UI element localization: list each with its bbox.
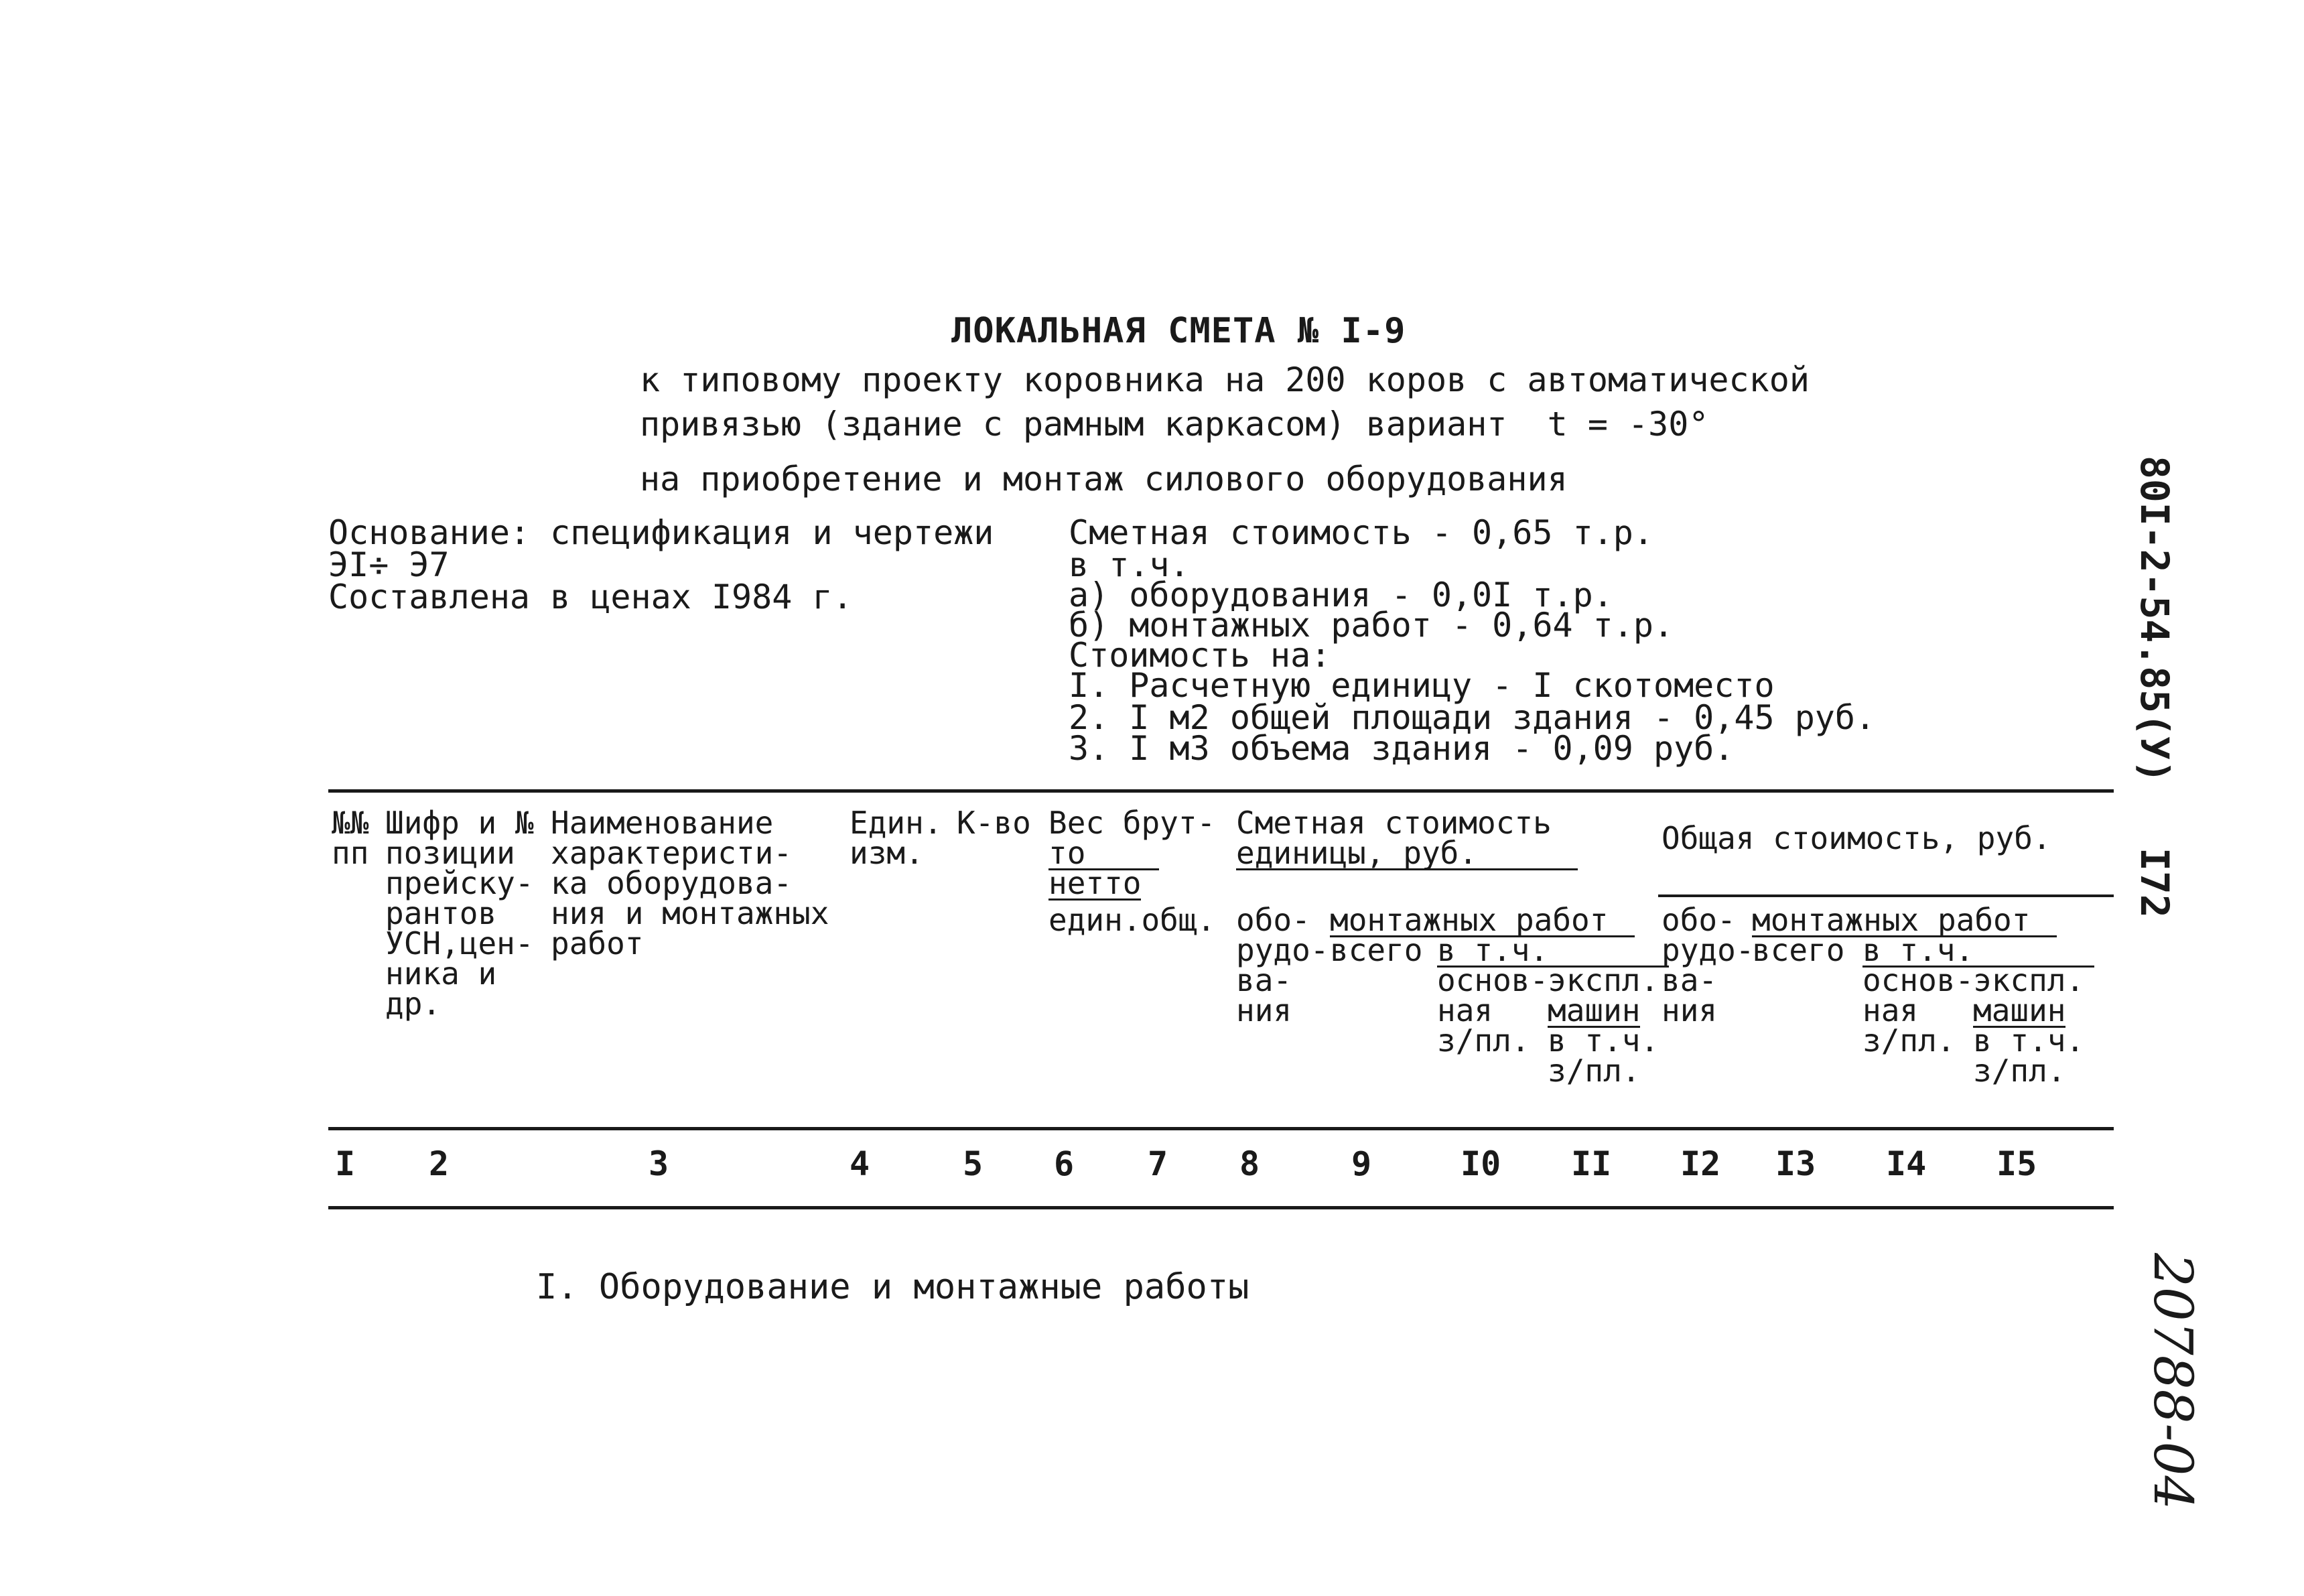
total-machine-line3: в т.ч. xyxy=(1973,1022,2085,1059)
total-mount-label: монтажных работ xyxy=(1752,905,2057,937)
unit-mount-label: монтажных работ xyxy=(1330,905,1635,937)
column-number-14: I4 xyxy=(1886,1144,1927,1183)
header-col3-line5: работ xyxy=(551,925,644,961)
side-page-number: I72 xyxy=(2132,848,2177,918)
total-basic-line2: ная xyxy=(1862,992,1919,1028)
cost-line-6: I. Расчетную единицу - I скотоместо xyxy=(1069,666,1775,705)
total-machine-line4: з/пл. xyxy=(1973,1053,2066,1089)
column-number-13: I3 xyxy=(1775,1144,1816,1183)
header-col2-line5: УСН,цен- xyxy=(385,925,534,961)
unit-machine-line3: в т.ч. xyxy=(1548,1022,1659,1059)
header-col3-line3: ка оборудова- xyxy=(551,865,793,901)
basis-line-3: Составлена в ценах I984 г. xyxy=(328,578,853,616)
table-top-rule xyxy=(328,789,2114,793)
column-number-2: 2 xyxy=(429,1144,450,1183)
basis-line-2: ЭI÷ Э7 xyxy=(328,545,450,584)
unit-equip-line1: обо- xyxy=(1236,902,1310,938)
total-basic-line1: основ- xyxy=(1862,962,1974,998)
header-col2-line7: др. xyxy=(385,986,442,1022)
cost-line-7: 2. I м2 общей площади здания - 0,45 руб. xyxy=(1069,698,1876,737)
column-number-11: II xyxy=(1571,1144,1612,1183)
subtitle-line-3: на приобретение и монтаж силового оборудования xyxy=(640,460,1568,498)
header-total-cost-underline xyxy=(1658,894,2114,897)
header-col3-line4: ния и монтажных xyxy=(551,895,829,931)
header-col4-line2: изм. xyxy=(850,835,924,871)
total-total-label: всего xyxy=(1752,932,1845,968)
unit-equip-line3: ва- xyxy=(1236,962,1292,998)
total-machine-line1: экспл. xyxy=(1973,962,2085,998)
header-weight-sub: един.общ. xyxy=(1048,902,1216,938)
table-numbers-bottom-rule xyxy=(328,1206,2114,1209)
header-col2-line6: ника и xyxy=(385,955,497,992)
header-col3-line1: Наименование xyxy=(551,805,774,841)
total-equip-line2: рудо- xyxy=(1662,932,1755,968)
cost-line-2: в т.ч. xyxy=(1069,545,1190,584)
unit-incl-label: в т.ч. xyxy=(1437,935,1669,968)
column-number-3: 3 xyxy=(649,1144,669,1183)
section-title: I. Оборудование и монтажные работы xyxy=(536,1267,1249,1307)
cost-line-1: Сметная стоимость - 0,65 т.р. xyxy=(1069,513,1653,552)
total-basic-line3: з/пл. xyxy=(1862,1022,1956,1059)
column-number-15: I5 xyxy=(1996,1144,2037,1183)
header-unit-cost-line1: Сметная стоимость xyxy=(1236,805,1552,841)
column-number-4: 4 xyxy=(850,1144,870,1183)
side-handwritten-code: 20788-04 xyxy=(2142,1253,2204,1510)
column-number-7: 7 xyxy=(1148,1144,1168,1183)
unit-basic-line2: ная xyxy=(1437,992,1493,1028)
side-document-code: 80I-2-54.85(У) xyxy=(2132,456,2177,783)
unit-machine-line4: з/пл. xyxy=(1548,1053,1641,1089)
column-number-5: 5 xyxy=(963,1144,984,1183)
header-weight-netto: нетто xyxy=(1048,865,1142,901)
header-total-cost: Общая стоимость, руб. xyxy=(1662,820,2051,856)
header-col2-line3: прейску- xyxy=(385,865,534,901)
total-machine-line2: машин xyxy=(1973,992,2066,1028)
header-unit-cost-line2: единицы, руб. xyxy=(1236,838,1578,870)
header-col2-line2: позиции xyxy=(385,835,515,871)
unit-equip-line2: рудо- xyxy=(1236,932,1329,968)
unit-equip-line4: ния xyxy=(1236,992,1292,1028)
column-number-9: 9 xyxy=(1351,1144,1372,1183)
header-col1-line2: пп xyxy=(332,835,369,871)
cost-line-8: 3. I м3 объема здания - 0,09 руб. xyxy=(1069,729,1735,768)
total-equip-line4: ния xyxy=(1662,992,1718,1028)
header-col2-line4: рантов xyxy=(385,895,497,931)
unit-basic-line3: з/пл. xyxy=(1437,1022,1530,1059)
cost-line-3: а) оборудования - 0,0I т.р. xyxy=(1069,576,1613,614)
subtitle-line-2: привязью (здание с рамным каркасом) вариант t = -30° xyxy=(640,405,1709,444)
unit-machine-line1: экспл. xyxy=(1548,962,1659,998)
header-col5: К-во xyxy=(957,805,1031,841)
total-equip-line1: обо- xyxy=(1662,902,1736,938)
column-number-8: 8 xyxy=(1239,1144,1260,1183)
column-number-10: I0 xyxy=(1461,1144,1501,1183)
total-equip-line3: ва- xyxy=(1662,962,1718,998)
table-header-bottom-rule xyxy=(328,1127,2114,1130)
document-title: ЛОКАЛЬНАЯ СМЕТА № I-9 xyxy=(951,311,1406,351)
cost-line-5: Стоимость на: xyxy=(1069,636,1331,675)
header-col4-line1: Един. xyxy=(850,805,943,841)
subtitle-line-1: к типовому проекту коровника на 200 коров с автоматической xyxy=(640,360,1810,399)
cost-line-4: б) монтажных работ - 0,64 т.р. xyxy=(1069,606,1674,645)
column-number-12: I2 xyxy=(1680,1144,1721,1183)
header-col1-line1: №№ xyxy=(332,805,369,841)
header-col2-line1: Шифр и № xyxy=(385,805,534,841)
basis-line-1: Основание: спецификация и чертежи xyxy=(328,513,994,552)
unit-basic-line1: основ- xyxy=(1437,962,1549,998)
column-number-1: I xyxy=(335,1144,356,1183)
header-weight-head: Вес брут- xyxy=(1048,805,1216,841)
header-weight-brutto: то xyxy=(1048,838,1159,870)
column-number-6: 6 xyxy=(1054,1144,1075,1183)
unit-total-label: всего xyxy=(1330,932,1423,968)
header-col3-line2: характеристи- xyxy=(551,835,793,871)
unit-machine-line2: машин xyxy=(1548,992,1641,1028)
total-incl-label: в т.ч. xyxy=(1862,935,2094,968)
